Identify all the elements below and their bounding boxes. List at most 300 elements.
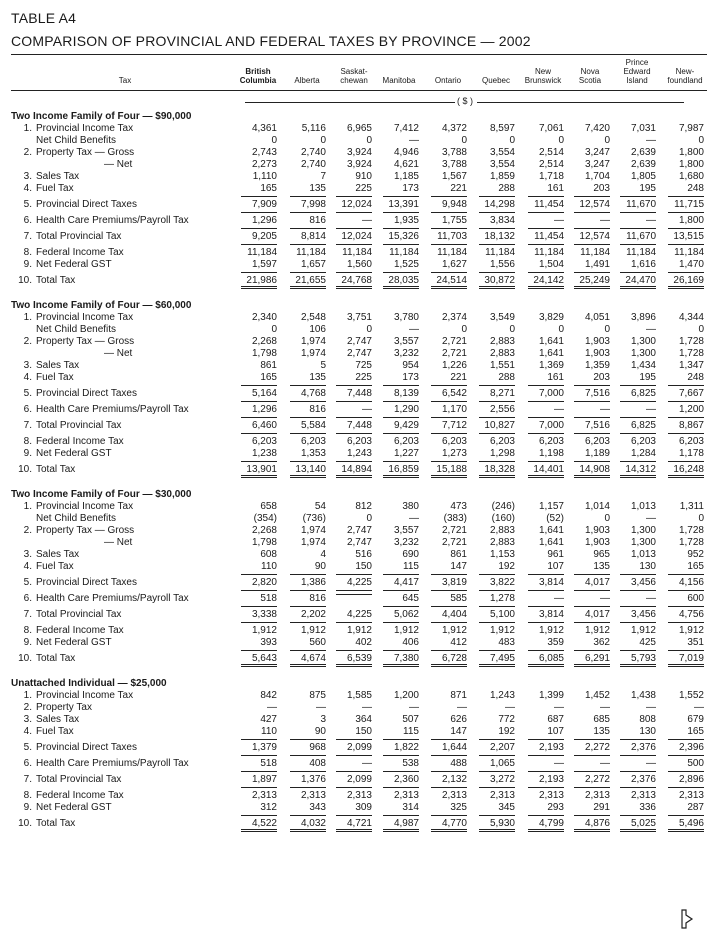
table-cell: 812 (355, 501, 372, 512)
table-cell: 3,834 (473, 215, 515, 227)
table-cell: 16,248 (662, 464, 704, 476)
table-cell: 1,170 (425, 404, 467, 416)
table-cell: 658 (260, 501, 277, 512)
table-row (11, 135, 707, 147)
table-cell: 1,359 (584, 360, 610, 371)
table-cell: 871 (450, 690, 467, 701)
table-cell: 538 (377, 758, 419, 770)
table-cell: 130 (614, 726, 656, 738)
table-cell: 2,313 (538, 790, 564, 801)
table-cell: 4,404 (425, 609, 467, 621)
table-cell: 7,712 (425, 420, 467, 432)
leader-dots (41, 545, 241, 546)
table-cell: 1,311 (679, 501, 704, 512)
row-label (11, 231, 245, 243)
table-cell: 1,300 (630, 348, 656, 359)
table-cell: 6,291 (568, 653, 610, 665)
province-header-line (566, 58, 614, 67)
table-cell: — (522, 593, 564, 605)
table-row (11, 537, 707, 549)
table-row (11, 247, 707, 259)
row-label-text: Net Child Benefits (36, 513, 117, 524)
table-cell: 4,721 (330, 818, 372, 830)
table-cell: 2,193 (522, 774, 564, 786)
table-cell: 6,203 (538, 436, 564, 447)
table-cell: 725 (355, 360, 372, 371)
table-cell: 1,597 (235, 259, 277, 271)
table-cell: 11,703 (425, 231, 467, 243)
row-label-text: Total Provincial Tax (36, 774, 122, 785)
table-cell: 11,184 (674, 247, 704, 258)
row-label (11, 690, 245, 702)
table-cell: 14,908 (568, 464, 610, 476)
table-cell: 3,819 (425, 577, 467, 589)
table-cell: 3,788 (441, 147, 467, 158)
table-cell: 11,184 (534, 247, 564, 258)
table-cell: — (694, 702, 704, 713)
table-cell: 2,820 (235, 577, 277, 589)
table-cell: 6,203 (300, 436, 326, 447)
table-cell: 2,721 (441, 336, 467, 347)
table-cell: 7 (320, 171, 326, 182)
table-cell: 362 (568, 637, 610, 649)
row-label (11, 818, 245, 830)
row-label (11, 537, 245, 549)
table-cell: 161 (522, 183, 564, 195)
table-cell: 107 (522, 561, 564, 573)
table-cell: 2,747 (346, 525, 372, 536)
row-label (11, 312, 245, 324)
row-label-text: Sales Tax (36, 171, 80, 182)
table-cell: 4,674 (284, 653, 326, 665)
table-cell: (354) (253, 513, 277, 524)
table-cell: 2,747 (346, 336, 372, 347)
table-cell: 1,641 (538, 537, 564, 548)
row-label (11, 774, 245, 786)
row-number: 3. (23, 549, 32, 560)
table-cell: 195 (614, 372, 656, 384)
table-cell: (383) (443, 513, 467, 524)
table-cell: 3,788 (441, 159, 467, 170)
row-number: 10. (18, 818, 32, 829)
table-cell: 192 (473, 561, 515, 573)
table-cell: 1,551 (489, 360, 515, 371)
table-cell: 1,504 (522, 259, 564, 271)
province-header-line (375, 67, 423, 76)
row-label-text: Federal Income Tax (36, 247, 124, 258)
table-cell: 1,278 (473, 593, 515, 605)
row-label (11, 637, 245, 649)
table-cell: 3,232 (393, 348, 419, 359)
row-number: 10. (18, 464, 32, 475)
row-label (11, 742, 245, 754)
table-row (11, 609, 707, 621)
table-cell: 309 (330, 802, 372, 814)
table-cell: 3,247 (584, 147, 610, 158)
row-number: 10. (18, 653, 32, 664)
tax-comparison-table (11, 110, 707, 830)
row-label-text: Health Care Premiums/Payroll Tax (36, 758, 189, 769)
row-label-text: Sales Tax (36, 360, 80, 371)
table-cell: 952 (687, 549, 704, 560)
unit-line-left (245, 102, 455, 103)
section-title: Two Income Family of Four — $60,000 (11, 300, 192, 311)
table-cell: 147 (425, 561, 467, 573)
row-label-text: Fuel Tax (36, 561, 74, 572)
table-cell: 1,198 (522, 448, 564, 460)
table-cell: — (568, 215, 610, 227)
table-cell: 808 (639, 714, 656, 725)
table-cell: 4,522 (235, 818, 277, 830)
table-cell: 7,000 (522, 388, 564, 400)
table-cell: 2,556 (473, 404, 515, 416)
table-cell: 816 (284, 593, 326, 605)
table-cell: 1,798 (251, 537, 277, 548)
table-cell: 192 (473, 726, 515, 738)
row-number: 3. (23, 360, 32, 371)
table-cell: 135 (284, 183, 326, 195)
table-cell: 4,756 (662, 609, 704, 621)
table-cell: 1,728 (678, 537, 704, 548)
table-cell: 2,883 (489, 336, 515, 347)
table-cell: 345 (473, 802, 515, 814)
table-cell: 5,100 (473, 609, 515, 621)
table-cell: 7,061 (538, 123, 564, 134)
next-page-arrow-icon[interactable] (677, 908, 695, 930)
table-row (11, 372, 707, 384)
row-number: 6. (23, 404, 32, 415)
row-number: 2. (23, 525, 32, 536)
row-number: 10. (18, 275, 32, 286)
row-label-text: Sales Tax (36, 714, 80, 725)
table-cell: 2,376 (614, 742, 656, 754)
row-label (11, 561, 245, 573)
row-label-text: Provincial Direct Taxes (36, 199, 137, 210)
table-cell: 1,200 (662, 404, 704, 416)
table-cell: 4,225 (330, 609, 372, 621)
table-row (11, 464, 707, 476)
table-cell: 0 (698, 135, 704, 146)
table-cell: 2,313 (393, 790, 419, 801)
table-cell: 248 (662, 183, 704, 195)
row-number: 9. (23, 802, 32, 813)
table-cell: 10,827 (473, 420, 515, 432)
table-cell: 518 (235, 593, 277, 605)
table-cell: 1,897 (235, 774, 277, 786)
table-cell: 1,903 (584, 348, 610, 359)
province-header (424, 58, 472, 85)
table-cell: 6,965 (346, 123, 372, 134)
table-cell: 3,814 (522, 609, 564, 621)
table-cell: 6,539 (330, 653, 372, 665)
table-cell: 1,704 (584, 171, 610, 182)
table-cell: 4,017 (568, 609, 610, 621)
table-cell: 1,189 (568, 448, 610, 460)
table-cell: 9,948 (425, 199, 467, 211)
table-cell: 961 (547, 549, 564, 560)
table-cell: 135 (568, 561, 610, 573)
table-cell: 195 (614, 183, 656, 195)
table-row (11, 758, 707, 770)
table-cell: 7,909 (235, 199, 277, 211)
table-cell: 2,313 (441, 790, 467, 801)
table-cell: 135 (568, 726, 610, 738)
table-row (11, 690, 707, 702)
table-cell: 173 (377, 183, 419, 195)
table-cell: — (614, 758, 656, 770)
table-cell: 1,755 (425, 215, 467, 227)
table-cell: 427 (260, 714, 277, 725)
table-cell: 875 (309, 690, 326, 701)
row-label-text: Property Tax — Gross (36, 336, 135, 347)
table-cell: 1,912 (630, 625, 656, 636)
table-cell: (52) (546, 513, 564, 524)
table-cell: — (568, 758, 610, 770)
province-header-line: Columbia (239, 76, 277, 85)
table-cell: 7,031 (630, 123, 656, 134)
table-cell: 2,883 (489, 537, 515, 548)
table-cell: 203 (568, 372, 610, 384)
table-row (11, 215, 707, 227)
table-cell: 2,747 (346, 348, 372, 359)
table-cell: 910 (355, 171, 372, 182)
table-cell: 30,872 (473, 275, 515, 287)
table-cell: 518 (235, 758, 277, 770)
table-cell: 2,272 (568, 774, 610, 786)
section-title: Two Income Family of Four — $90,000 (11, 111, 192, 122)
table-cell: 507 (402, 714, 419, 725)
table-cell: 483 (473, 637, 515, 649)
table-cell: 6,203 (584, 436, 610, 447)
table-cell: 2,743 (251, 147, 277, 158)
table-cell: — (614, 215, 656, 227)
table-cell: 3,456 (614, 577, 656, 589)
table-cell: 15,188 (425, 464, 467, 476)
table-cell: 24,768 (330, 275, 372, 287)
table-cell: 1,912 (538, 625, 564, 636)
row-number: 1. (23, 501, 32, 512)
table-cell: 3,924 (346, 159, 372, 170)
row-label-text: Total Tax (36, 464, 76, 475)
table-cell: 1,800 (678, 147, 704, 158)
row-label (11, 714, 245, 726)
table-row (11, 231, 707, 243)
row-label-text: Fuel Tax (36, 726, 74, 737)
row-label-text: Provincial Direct Taxes (36, 388, 137, 399)
row-number: 1. (23, 123, 32, 134)
row-label-text: Federal Income Tax (36, 625, 124, 636)
province-header-line (519, 58, 567, 67)
table-cell: 645 (377, 593, 419, 605)
table-cell: 6,085 (522, 653, 564, 665)
table-cell: — (646, 513, 656, 524)
table-row (11, 637, 707, 649)
table-cell: 1,185 (393, 171, 419, 182)
table-cell: 2,313 (346, 790, 372, 801)
table-cell: 1,273 (425, 448, 467, 460)
table-cell: 1,376 (284, 774, 326, 786)
table-cell: 1,491 (568, 259, 610, 271)
table-cell: 412 (425, 637, 467, 649)
table-cell: 1,641 (538, 348, 564, 359)
table-cell: 343 (284, 802, 326, 814)
row-label-text: Provincial Income Tax (36, 312, 134, 323)
row-label (11, 372, 245, 384)
table-cell: 8,814 (284, 231, 326, 243)
table-cell: 11,184 (437, 247, 467, 258)
row-number: 5. (23, 199, 32, 210)
table-row (11, 171, 707, 183)
table-cell: 173 (377, 372, 419, 384)
table-row (11, 774, 707, 786)
row-number: 9. (23, 637, 32, 648)
table-cell: 2,193 (522, 742, 564, 754)
row-label (11, 183, 245, 195)
table-cell: 1,013 (630, 549, 656, 560)
province-header (472, 58, 520, 85)
table-cell: 11,184 (296, 247, 326, 258)
row-number: 5. (23, 388, 32, 399)
table-cell: — (522, 404, 564, 416)
table-row (11, 818, 707, 830)
row-label-text: Property Tax — Gross (36, 147, 135, 158)
table-cell: 3,554 (489, 159, 515, 170)
table-cell: 351 (662, 637, 704, 649)
table-cell: 26,169 (662, 275, 704, 287)
table-cell: 11,670 (614, 199, 656, 211)
table-row (11, 448, 707, 460)
province-header-line: Brunswick (524, 76, 562, 85)
table-cell: 425 (614, 637, 656, 649)
table-cell: 4,344 (678, 312, 704, 323)
table-cell: 772 (498, 714, 515, 725)
province-header (375, 58, 423, 85)
row-number: 4. (23, 561, 32, 572)
table-cell: 6,203 (441, 436, 467, 447)
table-cell: 314 (377, 802, 419, 814)
table-cell: — (330, 215, 372, 227)
table-cell: 7,420 (584, 123, 610, 134)
province-header-line (472, 58, 520, 67)
table-cell: — (409, 702, 419, 713)
table-cell: 1,438 (630, 690, 656, 701)
table-cell: 0 (558, 324, 564, 335)
table-cell: 1,800 (662, 215, 704, 227)
table-cell: 2,374 (441, 312, 467, 323)
row-number: 7. (23, 420, 32, 431)
table-cell: 359 (522, 637, 564, 649)
table-cell: — (554, 702, 564, 713)
table-cell: 13,391 (377, 199, 419, 211)
table-cell: 3,232 (393, 537, 419, 548)
table-cell: 0 (461, 324, 467, 335)
province-header-line (330, 58, 378, 67)
row-number: 2. (23, 147, 32, 158)
province-header (234, 58, 282, 85)
row-number: 4. (23, 183, 32, 194)
table-cell: 1,974 (300, 348, 326, 359)
row-label (11, 436, 245, 448)
row-label-text: Federal Income Tax (36, 790, 124, 801)
table-cell: 12,024 (330, 199, 372, 211)
table-row (11, 420, 707, 432)
table-cell: 1,065 (473, 758, 515, 770)
table-row (11, 802, 707, 814)
table-cell: 115 (377, 561, 419, 573)
table-cell: 11,715 (662, 199, 704, 211)
table-cell: 325 (425, 802, 467, 814)
province-header-line (424, 67, 472, 76)
table-cell: 225 (330, 183, 372, 195)
table-row (11, 549, 707, 561)
table-cell: 8,139 (377, 388, 419, 400)
row-label (11, 702, 245, 714)
table-cell: 2,721 (441, 525, 467, 536)
table-cell: 1,300 (630, 525, 656, 536)
row-label (11, 360, 245, 372)
province-header-line (283, 58, 331, 67)
table-cell: 5,025 (614, 818, 656, 830)
row-label (11, 123, 245, 135)
table-cell: 6,825 (614, 388, 656, 400)
table-cell: 1,290 (377, 404, 419, 416)
table-cell: 1,974 (300, 336, 326, 347)
table-cell: 90 (284, 726, 326, 738)
table-cell: — (330, 404, 372, 416)
table-cell: 2,747 (346, 537, 372, 548)
row-number: 5. (23, 742, 32, 753)
table-cell: 393 (235, 637, 277, 649)
table-row (11, 336, 707, 348)
table-cell: 1,296 (235, 215, 277, 227)
table-cell: 4 (320, 549, 326, 560)
table-cell: — (568, 593, 610, 605)
row-label-text: Property Tax — Gross (36, 525, 135, 536)
table-cell: 3,822 (473, 577, 515, 589)
table-cell: 1,585 (346, 690, 372, 701)
table-cell: 3,272 (473, 774, 515, 786)
row-label (11, 324, 245, 336)
row-number: 5. (23, 577, 32, 588)
table-cell: 0 (320, 135, 326, 146)
table-cell: 2,896 (662, 774, 704, 786)
table-cell: 965 (593, 549, 610, 560)
table-cell: 0 (461, 135, 467, 146)
row-label-text: Net Federal GST (36, 637, 112, 648)
table-cell: 2,313 (630, 790, 656, 801)
row-label (11, 135, 245, 147)
table-cell: 1,800 (678, 159, 704, 170)
table-cell: 4,361 (251, 123, 277, 134)
table-row (11, 714, 707, 726)
row-number: 6. (23, 215, 32, 226)
table-cell: 861 (450, 549, 467, 560)
table-cell: 3,549 (489, 312, 515, 323)
table-cell: 150 (330, 726, 372, 738)
table-cell: 954 (402, 360, 419, 371)
table-cell: 500 (662, 758, 704, 770)
table-cell: 8,271 (473, 388, 515, 400)
row-label-text: Provincial Income Tax (36, 690, 134, 701)
table-cell: 3,896 (630, 312, 656, 323)
table-cell: 5,930 (473, 818, 515, 830)
table-cell: 2,313 (300, 790, 326, 801)
table-cell: 1,300 (630, 537, 656, 548)
table-cell: 1,399 (538, 690, 564, 701)
table-cell: 1,616 (614, 259, 656, 271)
table-cell: 685 (593, 714, 610, 725)
table-cell: 0 (698, 513, 704, 524)
